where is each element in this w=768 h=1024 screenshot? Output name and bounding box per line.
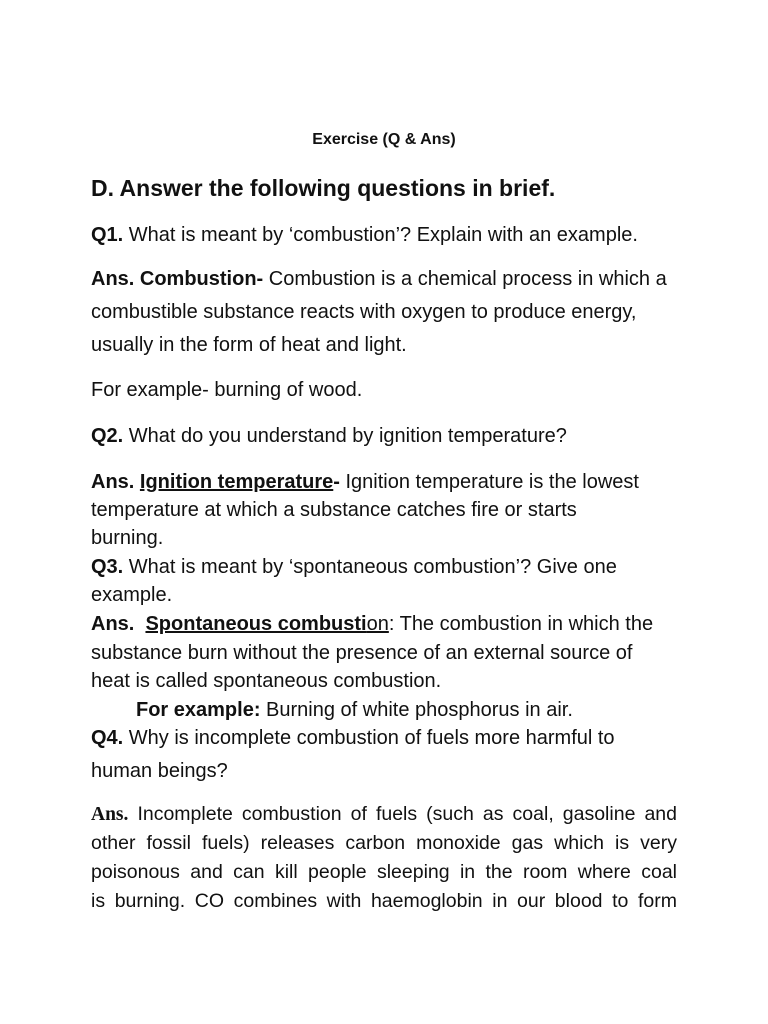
question-3-line-1 <box>91 555 617 579</box>
answer-4-line-3: poisonous and can kill people sleeping in the room where coal <box>91 861 677 883</box>
answer-4-text-1: Incomplete combustion of fuels (such as coal, gasoline and <box>128 803 677 825</box>
answer-3-term-rest: on <box>366 613 389 635</box>
answer-3-line-1 <box>91 612 653 636</box>
question-3-line-2: example. <box>91 584 173 606</box>
question-2-label: Q2. <box>91 425 124 447</box>
question-3-text-1: What is meant by ‘spontaneous combustion’? Give one <box>123 556 617 578</box>
question-2 <box>91 424 567 448</box>
answer-3-example-label: For example: <box>136 699 261 721</box>
question-4-line-2: human beings? <box>91 760 228 782</box>
answer-1-text-1: Combustion is a chemical process in which a <box>263 268 667 290</box>
question-3-label: Q3. <box>91 556 124 578</box>
question-1-label: Q1. <box>91 224 124 246</box>
question-1 <box>91 223 638 247</box>
question-2-text: What do you understand by ignition temperature? <box>123 425 567 447</box>
answer-3-line-2: substance burn without the presence of an external source of <box>91 642 633 664</box>
answer-1-line-3: usually in the form of heat and light. <box>91 334 407 356</box>
answer-4-line-4: is burning. CO combines with haemoglobin in our blood to form <box>91 890 677 912</box>
answer-1-line-1 <box>91 267 667 291</box>
answer-3-text-1: : The combustion in which the <box>388 613 654 635</box>
question-4-label: Q4. <box>91 727 124 749</box>
document-title: Exercise (Q & Ans) <box>312 131 456 148</box>
answer-3-example <box>136 698 573 722</box>
answer-4-line-2: other fossil fuels) releases carbon monoxide gas which is very <box>91 832 677 854</box>
answer-4-label: Ans. <box>91 804 129 825</box>
question-1-text: What is meant by ‘combustion’? Explain with an example. <box>123 224 638 246</box>
answer-1-line-2: combustible substance reacts with oxygen to produce energy, <box>91 301 637 323</box>
answer-4-line-1 <box>91 800 677 829</box>
question-4-line-1 <box>91 726 615 750</box>
answer-3-example-text: Burning of white phosphorus in air. <box>260 699 573 721</box>
answer-2-term: Ignition temperature <box>139 471 334 493</box>
answer-2-line-1 <box>91 470 639 494</box>
answer-3-term: Spontaneous combusti <box>145 613 367 635</box>
answer-2-dash: - <box>333 471 340 493</box>
answer-1-example: For example- burning of wood. <box>91 379 363 401</box>
answer-2-line-2: temperature at which a substance catches fire or starts <box>91 499 577 521</box>
answer-2-line-3: burning. <box>91 527 164 549</box>
answer-2-label: Ans. <box>91 471 135 493</box>
answer-3-line-3: heat is called spontaneous combustion. <box>91 670 442 692</box>
answer-2-text-1: Ignition temperature is the lowest <box>339 471 639 493</box>
answer-1-label: Ans. Combustion- <box>91 268 264 290</box>
section-heading: D. Answer the following questions in brief. <box>91 175 556 201</box>
answer-3-label: Ans. <box>91 613 135 635</box>
question-4-text-1: Why is incomplete combustion of fuels more harmful to <box>123 727 615 749</box>
